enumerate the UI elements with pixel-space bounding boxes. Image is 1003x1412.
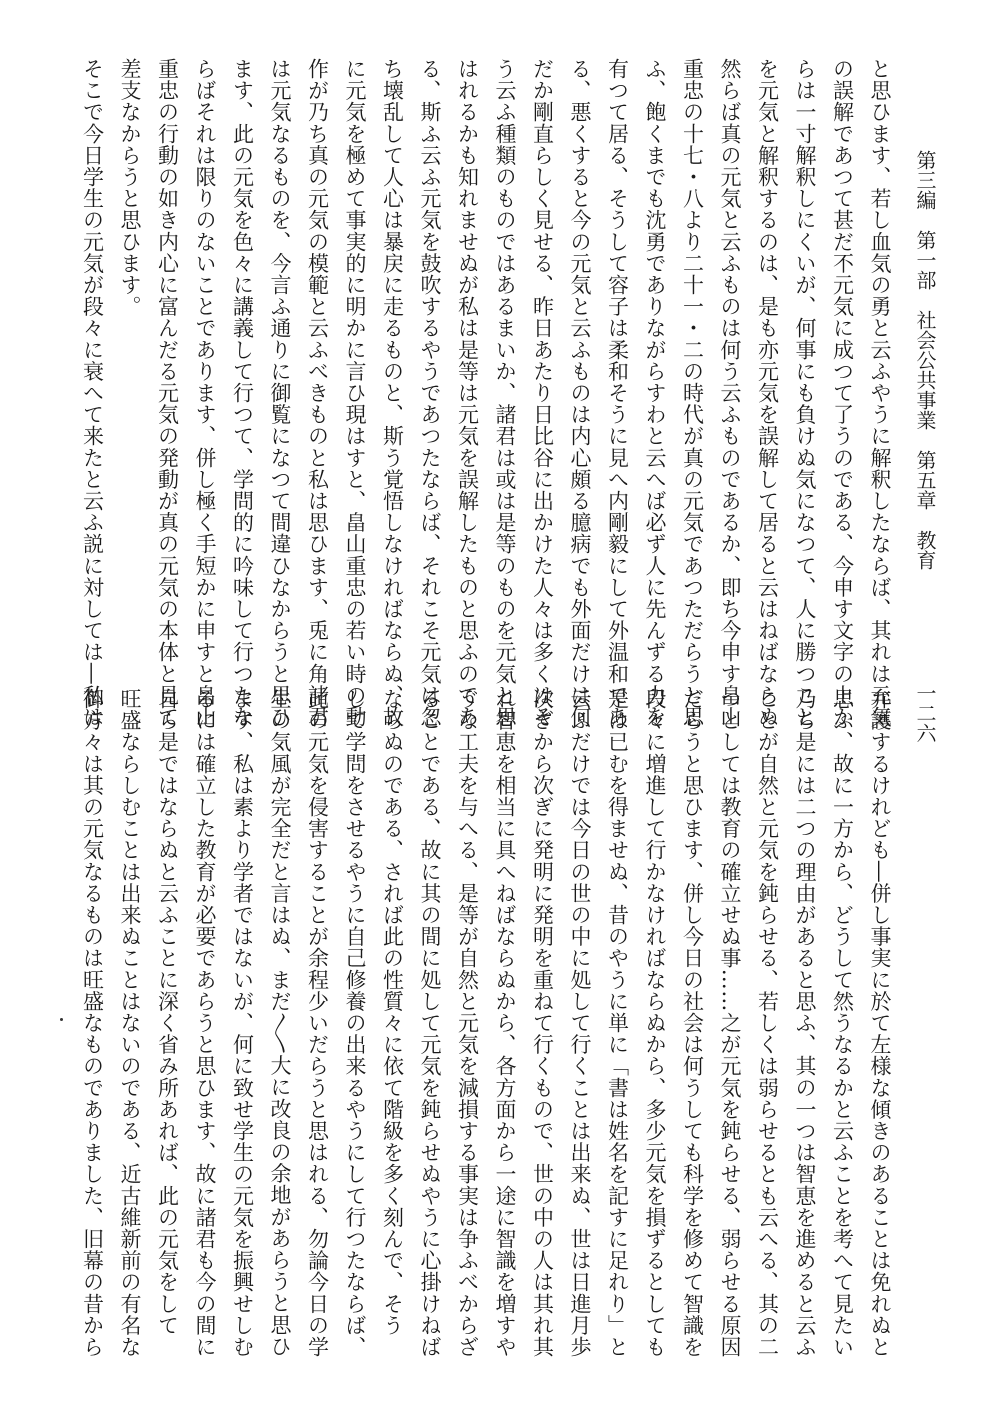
text-column: 有つて居る、そうして容子は柔和そうに見へ内剛毅にして外温和であ bbox=[605, 58, 630, 728]
text-column: う云ふ種類のものではあるまいか、諸君は或は是等のものを元気と思 bbox=[493, 58, 517, 728]
text-column: ます、私は素より学者ではないが、何に致せ学生の元気を振興せしむ bbox=[230, 688, 255, 1358]
ink-speck bbox=[60, 1018, 63, 1021]
text-column: の誤解であつて甚だ不元気に成つて了うのである、今申す文字の上か bbox=[830, 58, 855, 728]
text-column: る、悪くすると今の元気と云ふものは内心頗る臆病でも外面だけは何 bbox=[568, 58, 592, 728]
text-column: 差支なからうと思ひます。 bbox=[118, 58, 142, 318]
text-column: 重忠の十七・八より二十一・二の時代が真の元気であつただらうと思 bbox=[680, 58, 705, 728]
text-column: 段々に増進して行かなければならぬから、多少元気を損ずるとしても bbox=[643, 688, 667, 1358]
text-column: ならぬのである、されば此の性質々に依て階級を多く刻んで、そう bbox=[380, 688, 405, 1336]
text-column: 乃ち是には二つの理由があると思ふ、其の一つは智恵を進めると云ふ bbox=[793, 688, 817, 1358]
running-header: 第三編 第一部 社会公共事業 第五章 教育 bbox=[913, 150, 937, 570]
text-column: 重忠の行動の如き内心に富んだる元気の発動が真の元気の本体と見て bbox=[155, 58, 180, 728]
text-column: ふ、飽くまでも沈勇でありながらすわと云へば必ず人に先んずる力を bbox=[643, 58, 667, 728]
text-column: 弁護するけれども―併し事実に於て左様な傾きのあることは免れぬと bbox=[868, 688, 892, 1358]
text-column: 此の元気を侵害することが余程少いだらうと思はれる、勿論今日の学 bbox=[305, 688, 330, 1358]
text-column: 次ぎから次ぎに発明に発明を重ねて行くもので、世の中の人は其れ其 bbox=[530, 688, 555, 1358]
text-column: して学問をさせるやうに自己修養の出来るやうにして行つたならば、 bbox=[343, 688, 367, 1358]
text-column: 云ふだけでは今日の世の中に処して行くことは出来ぬ、世は日進月歩 bbox=[568, 688, 592, 1358]
text-column: 作が乃ち真の元気の模範と云ふべきものと私は思ひます、兎に角諸君 bbox=[305, 58, 330, 728]
page-number: 一二六 bbox=[913, 683, 937, 743]
text-column: 思ふ、故に一方から、どうして然うなるかと云ふことを考へて見たい bbox=[830, 688, 855, 1358]
text-column: を元気と解釈するのは、是も亦元気を誤解して居ると云はねばならぬ bbox=[755, 58, 780, 728]
text-column: 旺盛ならしむことは出来ぬことはないのである、近古維新前の有名な bbox=[118, 688, 142, 1358]
text-column: らは一寸解釈しにくいが、何事にも負けぬ気になつて、人に勝つこと bbox=[793, 58, 817, 728]
text-column: うな工夫を与へる、是等が自然と元気を減損する事実は争ふべからざ bbox=[455, 688, 480, 1358]
text-column: 自ら是ではならぬと云ふことに深く省み所あれば、此の元気をして bbox=[155, 688, 180, 1336]
text-column: 御方々は其の元気なるものは旺盛なものでありました、旧幕の昔から bbox=[80, 688, 105, 1358]
text-column: 是は已むを得ませぬ、昔のやうに単に「書は姓名を記すに足れり」と bbox=[605, 688, 630, 1358]
text-column: だか剛直らしく見せる、昨日あたり日比谷に出かけた人々は多くはそ bbox=[530, 58, 555, 728]
text-column: ます、此の元気を色々に講義して行つて、学問的に吟味して行つたな bbox=[230, 58, 255, 728]
text-column: 生の気風が完全だと言はぬ、まだ〳〵大に改良の余地があらうと思ひ bbox=[268, 688, 292, 1357]
text-column: つとしては教育の確立せぬ事……之が元気を鈍らせる、弱らせる原因 bbox=[718, 688, 742, 1358]
text-column: らばそれは限りのないことであります、併し極く手短かに申すと畠山 bbox=[193, 58, 217, 728]
text-column: 然らば真の元気と云ふものは何う云ふものであるか、即ち今申す畠山 bbox=[718, 58, 742, 728]
text-column: ことが自然と元気を鈍らせる、若しくは弱らせるとも云へる、其の二 bbox=[755, 688, 780, 1358]
text-column: はれるかも知れませぬが私は是等は元気を誤解したものと思ふのであ bbox=[455, 58, 480, 728]
text-column: るには確立した教育が必要であらうと思ひます、故に諸君も今の間に bbox=[193, 688, 217, 1358]
text-column: は元気なるものを、今言ふ通りに御覧になつて間違ひなからうと思ひ bbox=[268, 58, 292, 728]
text-column: れ智恵を相当に具へねばならぬから、各方面から一途に智識を増すや bbox=[493, 688, 517, 1358]
text-column: ち壊乱して人心は暴戻に走るものと、斯う覚悟しなければならぬ、故 bbox=[380, 58, 405, 728]
text-column: だらうと思ひます、併し今日の社会は何うしても科学を修めて智識を bbox=[680, 688, 705, 1358]
text-column: と思ひます、若し血気の勇と云ふやうに解釈したならば、其れは元気 bbox=[868, 58, 892, 728]
text-column: そこで今日学生の元気が段々に衰へて来たと云ふ説に対しては―私は bbox=[80, 58, 105, 728]
text-column: ることである、故に其の間に処して元気を鈍らせぬやうに心掛けねば bbox=[418, 688, 442, 1358]
text-column: る、斯ふ云ふ元気を鼓吹するやうであつたならば、それこそ元気は忽 bbox=[418, 58, 442, 728]
text-column: に元気を極めて事実的に明かに言ひ現はすと、畠山重忠の若い時の動 bbox=[343, 58, 367, 728]
